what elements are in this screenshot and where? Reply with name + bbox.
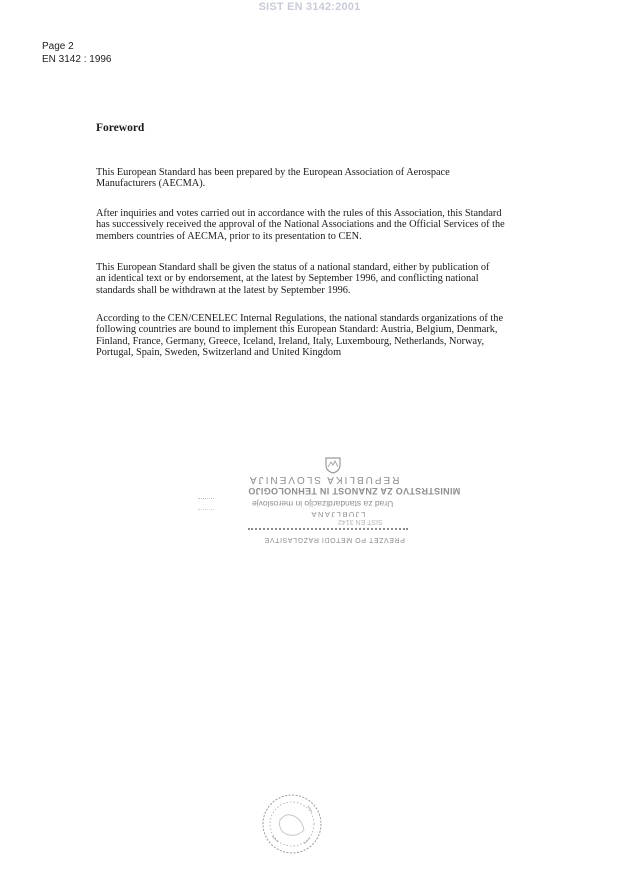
text-line: has successively received the approval of the National Associations and the Official Services of the	[96, 219, 505, 231]
stamp-line: PREVZET PO METODI RAZGLASITVE	[264, 536, 405, 543]
text-line: following countries are bound to implement this European Standard: Austria, Belgium, Denmark,	[96, 324, 498, 336]
approval-stamp	[198, 456, 461, 556]
standard-number: EN 3142 : 1996	[42, 54, 112, 65]
section-heading: Foreword	[96, 122, 145, 134]
text-line: This European Standard has been prepared by the European Association of Aerospace	[96, 167, 450, 178]
text-line: members countries of AECMA, prior to its presentation to CEN.	[96, 230, 362, 242]
stamp-smudge	[198, 498, 214, 510]
text-line: Finland, France, Germany, Greece, Iceland, Ireland, Italy, Luxembourg, Netherlands, Norway,	[96, 335, 485, 347]
paragraph-4	[96, 313, 552, 358]
paragraph-3	[96, 262, 552, 296]
paragraph-1	[96, 167, 552, 190]
text-line: This European Standard shall be given the status of a national standard, either by publication of	[96, 262, 490, 273]
text-line: standards shall be withdrawn at the latest by September 1996.	[96, 284, 351, 296]
stamp-line: REPUBLIKA SLOVENIJA	[248, 474, 400, 485]
stamp-line: Urad za standardizacijo in meroslovje	[252, 499, 394, 509]
stamp-dotted-line	[248, 528, 408, 530]
text-line: Portugal, Spain, Sweden, Switzerland and United Kingdom	[96, 346, 342, 358]
page-number: Page 2	[42, 41, 74, 52]
stamp-line: MINISTRSTVO ZA ZNANOST IN TEHNOLOGIJO	[248, 486, 461, 496]
page-header	[42, 40, 112, 66]
text-line: According to the CEN/CENELEC Internal Regulations, the national standards organizations of the	[96, 313, 504, 324]
stamp-line: LJUBLJANA	[310, 510, 366, 519]
text-line: an identical text or by endorsement, at the latest by September 1996, and conflicting national	[96, 273, 479, 285]
text-line: Manufacturers (AECMA).	[96, 178, 206, 190]
coat-of-arms-icon	[323, 456, 343, 474]
text-line: After inquiries and votes carried out in accordance with the rules of this Association, this Standard	[96, 208, 502, 219]
paragraph-2	[96, 208, 552, 242]
seal-icon	[260, 792, 324, 856]
watermark: SIST EN 3142:2001	[258, 1, 361, 13]
stamp-line: SIST EN 3142	[338, 518, 383, 525]
